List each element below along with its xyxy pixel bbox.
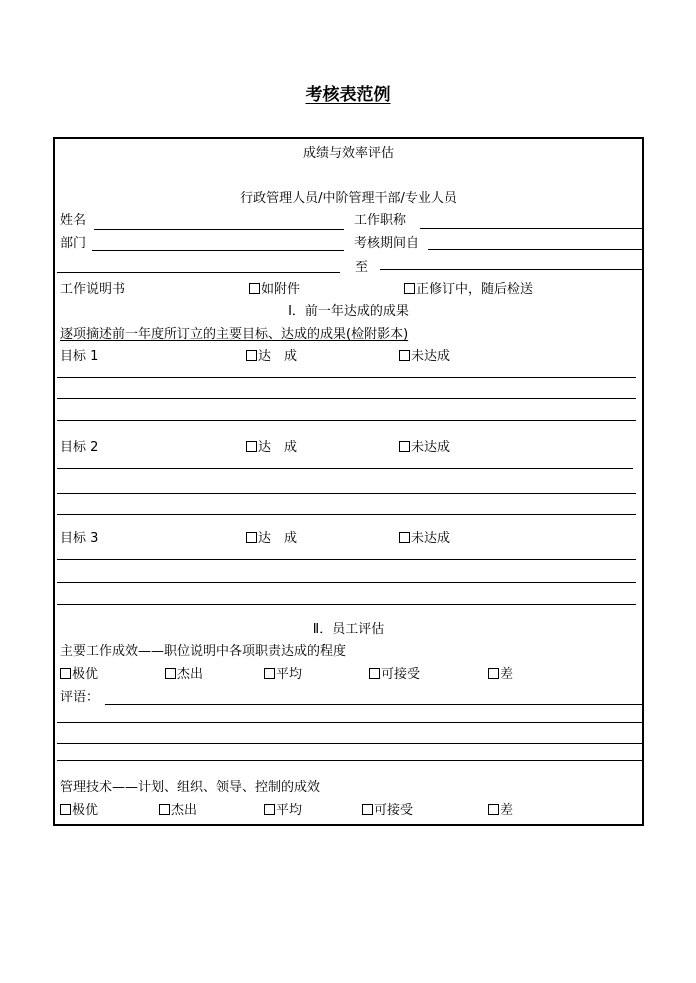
goal-3-not-achieved[interactable]: 未达成 — [399, 531, 450, 547]
goal-2-not-achieved[interactable]: 未达成 — [399, 440, 450, 456]
checkbox-icon[interactable] — [399, 532, 410, 543]
comment-line[interactable] — [57, 760, 642, 761]
work-rating-outstanding[interactable]: 杰出 — [165, 667, 203, 683]
goal-2-line[interactable] — [57, 493, 636, 494]
mgmt-rating-outstanding[interactable]: 杰出 — [159, 803, 197, 819]
checkbox-icon[interactable] — [246, 441, 257, 452]
period-from-field[interactable] — [428, 249, 642, 250]
checkbox-icon[interactable] — [159, 804, 170, 815]
goal-1-line[interactable] — [57, 420, 636, 421]
goal-2-line[interactable] — [57, 514, 636, 515]
comment-line[interactable] — [57, 743, 642, 744]
comment-line[interactable] — [57, 722, 642, 723]
checkbox-icon[interactable] — [399, 350, 410, 361]
section1-instruction: 逐项摘述前一年度所订立的主要目标、达成的成果(检附影本) — [60, 327, 409, 342]
goal-1-line[interactable] — [57, 377, 636, 378]
goal-2-line[interactable] — [57, 468, 633, 469]
checkbox-icon[interactable] — [399, 441, 410, 452]
goal-1-not-achieved[interactable]: 未达成 — [399, 349, 450, 365]
department-field[interactable] — [92, 250, 344, 251]
goal-2-label: 目标 2 — [60, 440, 99, 455]
checkbox-icon[interactable] — [362, 804, 373, 815]
checkbox-icon[interactable] — [60, 804, 71, 815]
checkbox-icon[interactable] — [246, 350, 257, 361]
goal-1-achieved[interactable]: 达 成 — [246, 349, 297, 365]
section1-heading: Ⅰ．前一年达成的成果 — [288, 304, 409, 319]
mgmt-rating-acceptable[interactable]: 可接受 — [362, 803, 413, 819]
checkbox-icon[interactable] — [488, 668, 499, 679]
goal-2-achieved[interactable]: 达 成 — [246, 440, 297, 456]
goal-3-achieved[interactable]: 达 成 — [246, 531, 297, 547]
job-title-field[interactable] — [420, 228, 642, 229]
period-to-label: 至 — [355, 260, 369, 275]
mgmt-rating-poor[interactable]: 差 — [488, 803, 513, 819]
job-title-label: 工作职称 — [354, 213, 407, 228]
mgmt-rating-average[interactable]: 平均 — [264, 803, 302, 819]
checkbox-icon[interactable] — [60, 668, 71, 679]
management-skills-title: 管理技术——计划、组织、领导、控制的成效 — [60, 780, 321, 795]
comment-line[interactable] — [105, 704, 642, 705]
period-to-field[interactable] — [380, 269, 642, 270]
checkbox-icon[interactable] — [246, 532, 257, 543]
goal-1-line[interactable] — [57, 398, 636, 399]
work-rating-excellent[interactable]: 极优 — [60, 667, 98, 683]
checkbox-icon[interactable] — [249, 283, 260, 294]
department-label: 部门 — [60, 236, 87, 251]
form-header: 成绩与效率评估 — [302, 146, 394, 161]
page-title: 考核表范例 — [305, 85, 391, 105]
revising-option[interactable]: 正修订中，随后检送 — [404, 282, 533, 298]
mgmt-rating-excellent[interactable]: 极优 — [60, 803, 98, 819]
work-rating-acceptable[interactable]: 可接受 — [369, 667, 420, 683]
attached-option[interactable]: 如附件 — [249, 282, 300, 298]
comment-label: 评语： — [60, 690, 100, 705]
work-effectiveness-title: 主要工作成效——职位说明中各项职责达成的程度 — [60, 644, 347, 659]
checkbox-icon[interactable] — [369, 668, 380, 679]
period-from-label: 考核期间自 — [354, 236, 420, 251]
checkbox-icon[interactable] — [165, 668, 176, 679]
goal-3-label: 目标 3 — [60, 531, 99, 546]
goal-3-line[interactable] — [57, 582, 636, 583]
goal-3-line[interactable] — [57, 604, 636, 605]
form-subheader: 行政管理人员/中阶管理干部/专业人员 — [240, 191, 457, 206]
job-description-label: 工作说明书 — [60, 282, 126, 297]
checkbox-icon[interactable] — [264, 804, 275, 815]
checkbox-icon[interactable] — [488, 804, 499, 815]
period-blank-left — [57, 272, 340, 273]
section2-heading: Ⅱ．员工评估 — [312, 622, 385, 637]
goal-3-line[interactable] — [57, 559, 636, 560]
work-rating-average[interactable]: 平均 — [264, 667, 302, 683]
work-rating-poor[interactable]: 差 — [488, 667, 513, 683]
name-field[interactable] — [94, 229, 344, 230]
name-label: 姓名 — [60, 213, 87, 228]
checkbox-icon[interactable] — [404, 283, 415, 294]
checkbox-icon[interactable] — [264, 668, 275, 679]
goal-1-label: 目标 1 — [60, 349, 99, 364]
